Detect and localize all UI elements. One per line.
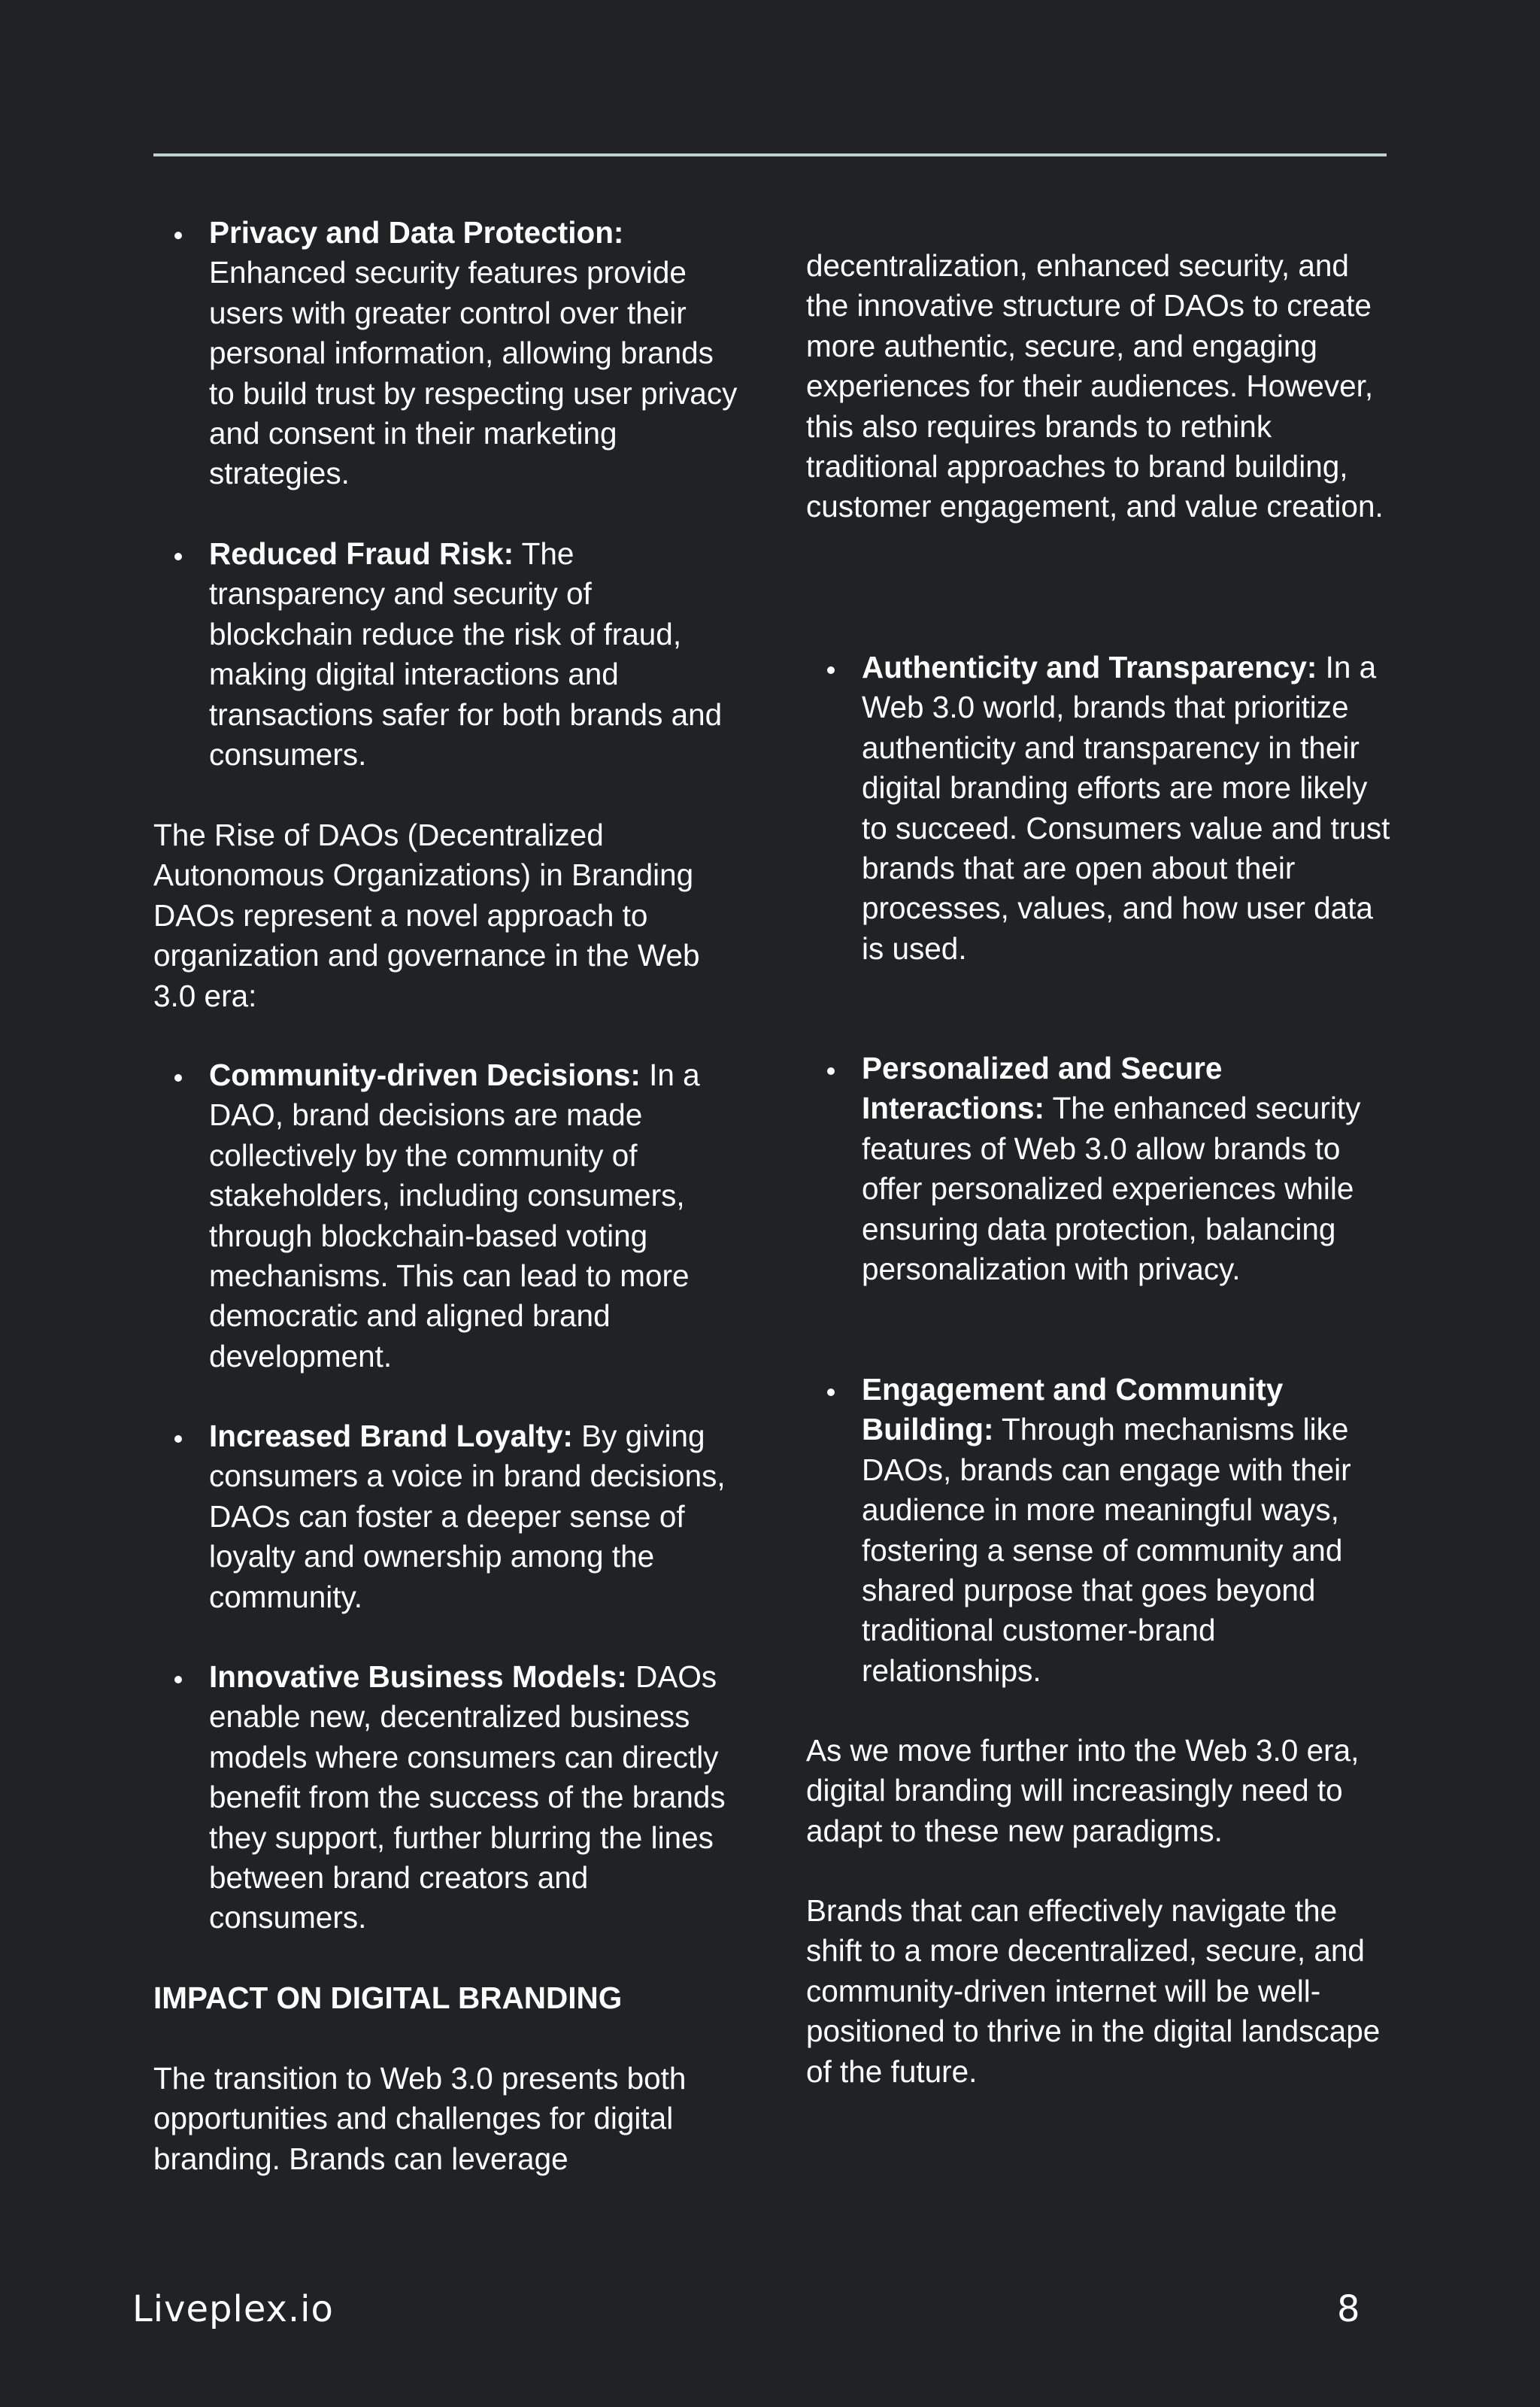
header-divider	[153, 153, 1387, 156]
bullet-privacy	[153, 213, 740, 494]
closing-paragraph-1: As we move further into the Web 3.0 era, digital branding will increasingly need to adapt to these new paradigms.	[806, 1733, 1360, 1848]
bullet-text: By giving consumers a voice in brand decisions, DAOs can foster a deeper sense of loyalty and ownership among the community.	[209, 1419, 726, 1614]
bullet-text: The transparency and security of blockchain reduce the risk of fraud, making digital interactions and transactions safer for both brands and consumers.	[209, 536, 723, 772]
bullet-text: In a Web 3.0 world, brands that prioritize authenticity and transparency in their digital branding efforts are more likely to succeed. Consumers value and trust brands that are open about their processes, values, and how user data is used.	[862, 650, 1390, 966]
bullet-dot	[174, 232, 182, 239]
bullet-term: Engagement and Community Building:	[862, 1372, 1284, 1447]
bullet-term: Personalized and Secure Interactions:	[862, 1051, 1223, 1126]
bullet-dot	[827, 1389, 835, 1396]
bullet-engagement	[806, 1370, 1393, 1691]
page-number: 8	[1337, 2288, 1360, 2330]
bullet-dot	[827, 1067, 835, 1075]
bullet-term: Increased Brand Loyalty:	[209, 1419, 573, 1453]
bullet-text: In a DAO, brand decisions are made collectively by the community of stakeholders, including consumers, through blockchain-based voting mechanisms. This can lead to more democratic and aligned brand development.	[209, 1058, 700, 1373]
closing-paragraph-2: Brands that can effectively navigate the shift to a more decentralized, secure, and community-driven internet will be well-positioned to thrive in the digital landscape of the future.	[806, 1893, 1381, 2089]
bullet-personalized	[806, 1049, 1393, 1289]
bullet-dot	[174, 1074, 182, 1082]
bullet-authenticity	[806, 648, 1393, 969]
bullet-term: Innovative Business Models:	[209, 1659, 627, 1694]
continued-paragraph: decentralization, enhanced security, and the innovative structure of DAOs to create more authentic, secure, and engaging experiences for their audiences. However, this also requires brands to rethink traditional approaches to brand building, customer engagement, and value creation.	[806, 248, 1384, 524]
bullet-text: The enhanced security features of Web 3.0 allow brands to offer personalized experiences while ensuring data protection, balancing personalization with privacy.	[862, 1091, 1361, 1287]
bullet-fraud	[153, 534, 740, 775]
bullet-term: Community-driven Decisions:	[209, 1058, 641, 1092]
bullet-term: Reduced Fraud Risk:	[209, 536, 514, 571]
section-heading: IMPACT ON DIGITAL BRANDING	[153, 1981, 623, 2015]
bullet-text: Through mechanisms like DAOs, brands can engage with their audience in more meaningful ways, fostering a sense of community and shared purpose that goes beyond traditional customer-brand relationships.	[862, 1412, 1351, 1688]
footer-brand: Liveplex.io	[132, 2288, 334, 2330]
bullet-brand-loyalty	[153, 1416, 740, 1617]
transition-paragraph: The transition to Web 3.0 presents both opportunities and challenges for digital branding. Brands can leverage	[153, 2061, 687, 2176]
bullet-term: Privacy and Data Protection:	[209, 215, 624, 250]
bullet-community-decisions	[153, 1055, 740, 1377]
bullet-dot	[174, 1676, 182, 1683]
bullet-text: DAOs enable new, decentralized business models where consumers can directly benefit from the success of the brands they support, further blurring the lines between brand creators and consumers.	[209, 1659, 726, 1935]
bullet-text: Enhanced security features provide users with greater control over their personal information, allowing brands to build trust by respecting user privacy and consent in their marketing strategies.	[209, 255, 738, 491]
bullet-dot	[174, 553, 182, 560]
dao-intro-paragraph: The Rise of DAOs (Decentralized Autonomous Organizations) in Branding DAOs represent a novel approach to organization and governance in the Web 3.0 era:	[153, 818, 700, 1013]
bullet-term: Authenticity and Transparency:	[862, 650, 1317, 684]
bullet-business-models	[153, 1657, 740, 1938]
bullet-dot	[174, 1435, 182, 1443]
bullet-dot	[827, 666, 835, 674]
